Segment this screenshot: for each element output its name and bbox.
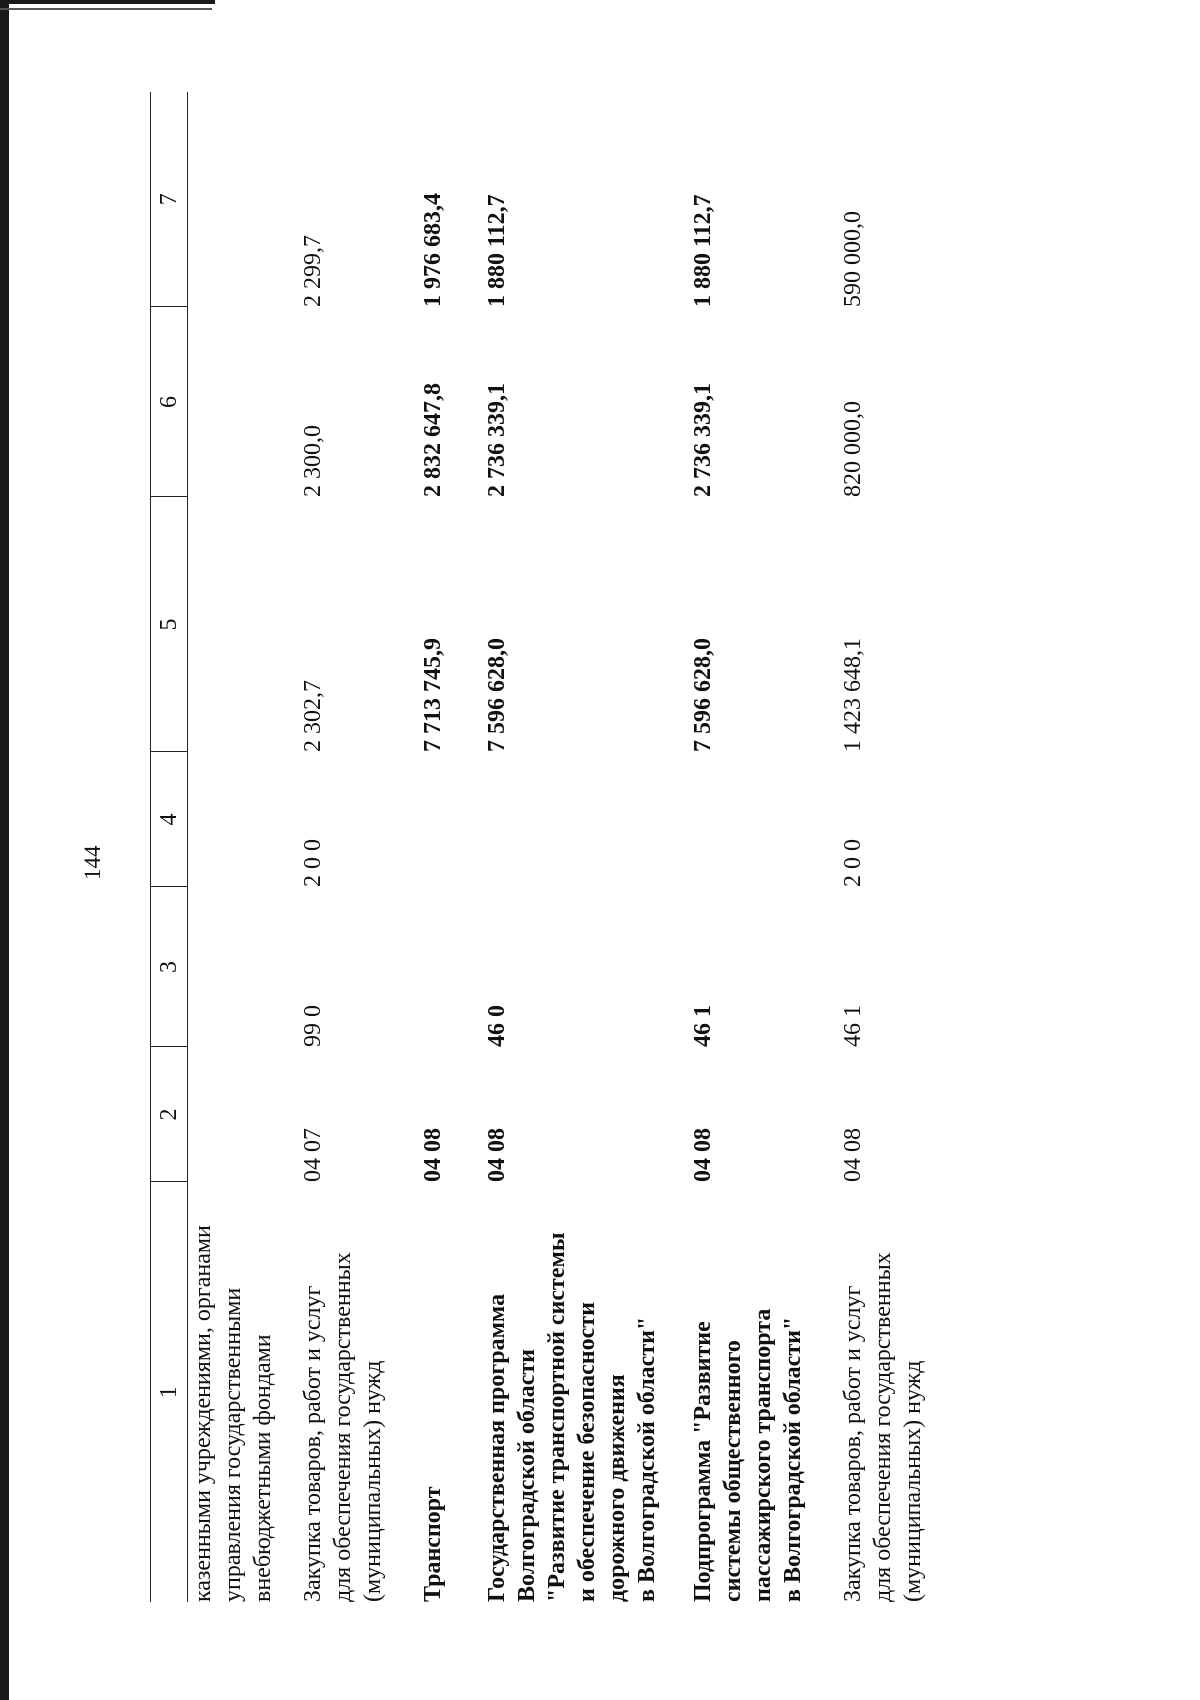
program-code: 46 1 bbox=[840, 1005, 866, 1047]
row-name-line: Волгоградской области bbox=[514, 1349, 540, 1602]
header-col-3: 3 bbox=[151, 887, 188, 1047]
header-col-2: 2 bbox=[151, 1047, 188, 1182]
row-name-line: (муниципальных) нужд bbox=[360, 1360, 386, 1602]
amount-col-5: 7 596 628,0 bbox=[484, 638, 510, 752]
amount-col-7: 590 000,0 bbox=[840, 211, 866, 307]
row-name bbox=[688, 1182, 838, 1602]
header-col-7: 7 bbox=[151, 92, 188, 307]
section-code: 04 07 bbox=[300, 1128, 326, 1182]
table-row bbox=[838, 92, 958, 1602]
row-name-line: внебюджетными фондами bbox=[250, 1334, 276, 1602]
row-name-line: казенными учреждениями, органами bbox=[190, 1225, 216, 1602]
section-code: 04 08 bbox=[420, 1128, 446, 1182]
amount-col-6: 2 300,0 bbox=[300, 425, 326, 497]
row-name-line: в Волгоградской области" bbox=[780, 1316, 806, 1602]
row-name-line: Государственная программа bbox=[484, 1293, 510, 1602]
program-code: 46 1 bbox=[690, 1005, 716, 1047]
amount-col-5: 7 596 628,0 bbox=[690, 638, 716, 752]
amount-col-7: 2 299,7 bbox=[300, 235, 326, 307]
row-name-line: (муниципальных) нужд bbox=[900, 1360, 926, 1602]
header-col-6: 6 bbox=[151, 307, 188, 497]
expense-type-code bbox=[688, 752, 838, 887]
amount-col-6: 2 736 339,1 bbox=[484, 383, 510, 497]
program-code: 99 0 bbox=[300, 1005, 326, 1047]
program-code: 46 0 bbox=[484, 1005, 510, 1047]
row-name-line: дорожного движения bbox=[604, 1374, 630, 1602]
amount-col-5: 7 713 745,9 bbox=[420, 638, 446, 752]
section-code: 04 08 bbox=[484, 1128, 510, 1182]
row-name-line: "Развитие транспортной системы bbox=[544, 1232, 570, 1602]
row-name-line: пассажирского транспорта bbox=[750, 1308, 776, 1602]
header-col-1: 1 bbox=[151, 1182, 188, 1602]
row-name bbox=[418, 1182, 482, 1602]
amount-col-7 bbox=[188, 92, 299, 307]
row-name-line: для обеспечения государственных bbox=[870, 1252, 896, 1602]
expense-type-code bbox=[418, 752, 482, 887]
program-code bbox=[418, 887, 482, 1047]
amount-col-6: 2 832 647,8 bbox=[420, 383, 446, 497]
section-code bbox=[188, 1047, 299, 1182]
amount-col-5 bbox=[188, 497, 299, 752]
amount-col-5: 1 423 648,1 bbox=[840, 638, 866, 752]
table-row bbox=[482, 92, 688, 1602]
row-name-line: управления государственными bbox=[220, 1287, 246, 1602]
program-code bbox=[188, 887, 299, 1047]
row-name-line: и обеспечение безопасности bbox=[574, 1302, 600, 1602]
header-col-5: 5 bbox=[151, 497, 188, 752]
amount-col-5: 2 302,7 bbox=[300, 680, 326, 752]
row-name-line: Закупка товаров, работ и услуг bbox=[840, 1285, 866, 1602]
expense-type-code: 2 0 0 bbox=[840, 839, 866, 887]
amount-col-7: 1 880 112,7 bbox=[484, 194, 510, 307]
row-name-line: Подпрограмма "Развитие bbox=[690, 1321, 716, 1602]
amount-col-7: 1 976 683,4 bbox=[420, 193, 446, 307]
expense-type-code bbox=[188, 752, 299, 887]
amount-col-6: 2 736 339,1 bbox=[690, 383, 716, 497]
table-row bbox=[688, 92, 838, 1602]
amount-col-6 bbox=[188, 307, 299, 497]
row-name bbox=[482, 1182, 688, 1602]
row-name-line: системы общественного bbox=[720, 1340, 746, 1602]
table-row bbox=[418, 92, 482, 1602]
page-number: 144 bbox=[80, 845, 105, 880]
table-body bbox=[188, 92, 959, 1602]
row-name-line: Закупка товаров, работ и услуг bbox=[300, 1285, 326, 1602]
expense-type-code bbox=[482, 752, 688, 887]
row-name bbox=[298, 1182, 418, 1602]
section-code: 04 08 bbox=[840, 1128, 866, 1182]
budget-table bbox=[150, 92, 958, 1602]
amount-col-6: 820 000,0 bbox=[840, 401, 866, 497]
table-row bbox=[188, 92, 299, 1602]
row-name bbox=[838, 1182, 958, 1602]
row-name-line: для обеспечения государственных bbox=[330, 1252, 356, 1602]
table-row bbox=[298, 92, 418, 1602]
row-name-line: в Волгоградской области" bbox=[634, 1316, 660, 1602]
expense-type-code: 2 0 0 bbox=[300, 839, 326, 887]
section-code: 04 08 bbox=[690, 1128, 716, 1182]
amount-col-7: 1 880 112,7 bbox=[690, 194, 716, 307]
header-col-4: 4 bbox=[151, 752, 188, 887]
row-name-line: Транспорт bbox=[420, 1486, 446, 1602]
header-row bbox=[151, 92, 188, 1602]
row-name bbox=[188, 1182, 299, 1602]
